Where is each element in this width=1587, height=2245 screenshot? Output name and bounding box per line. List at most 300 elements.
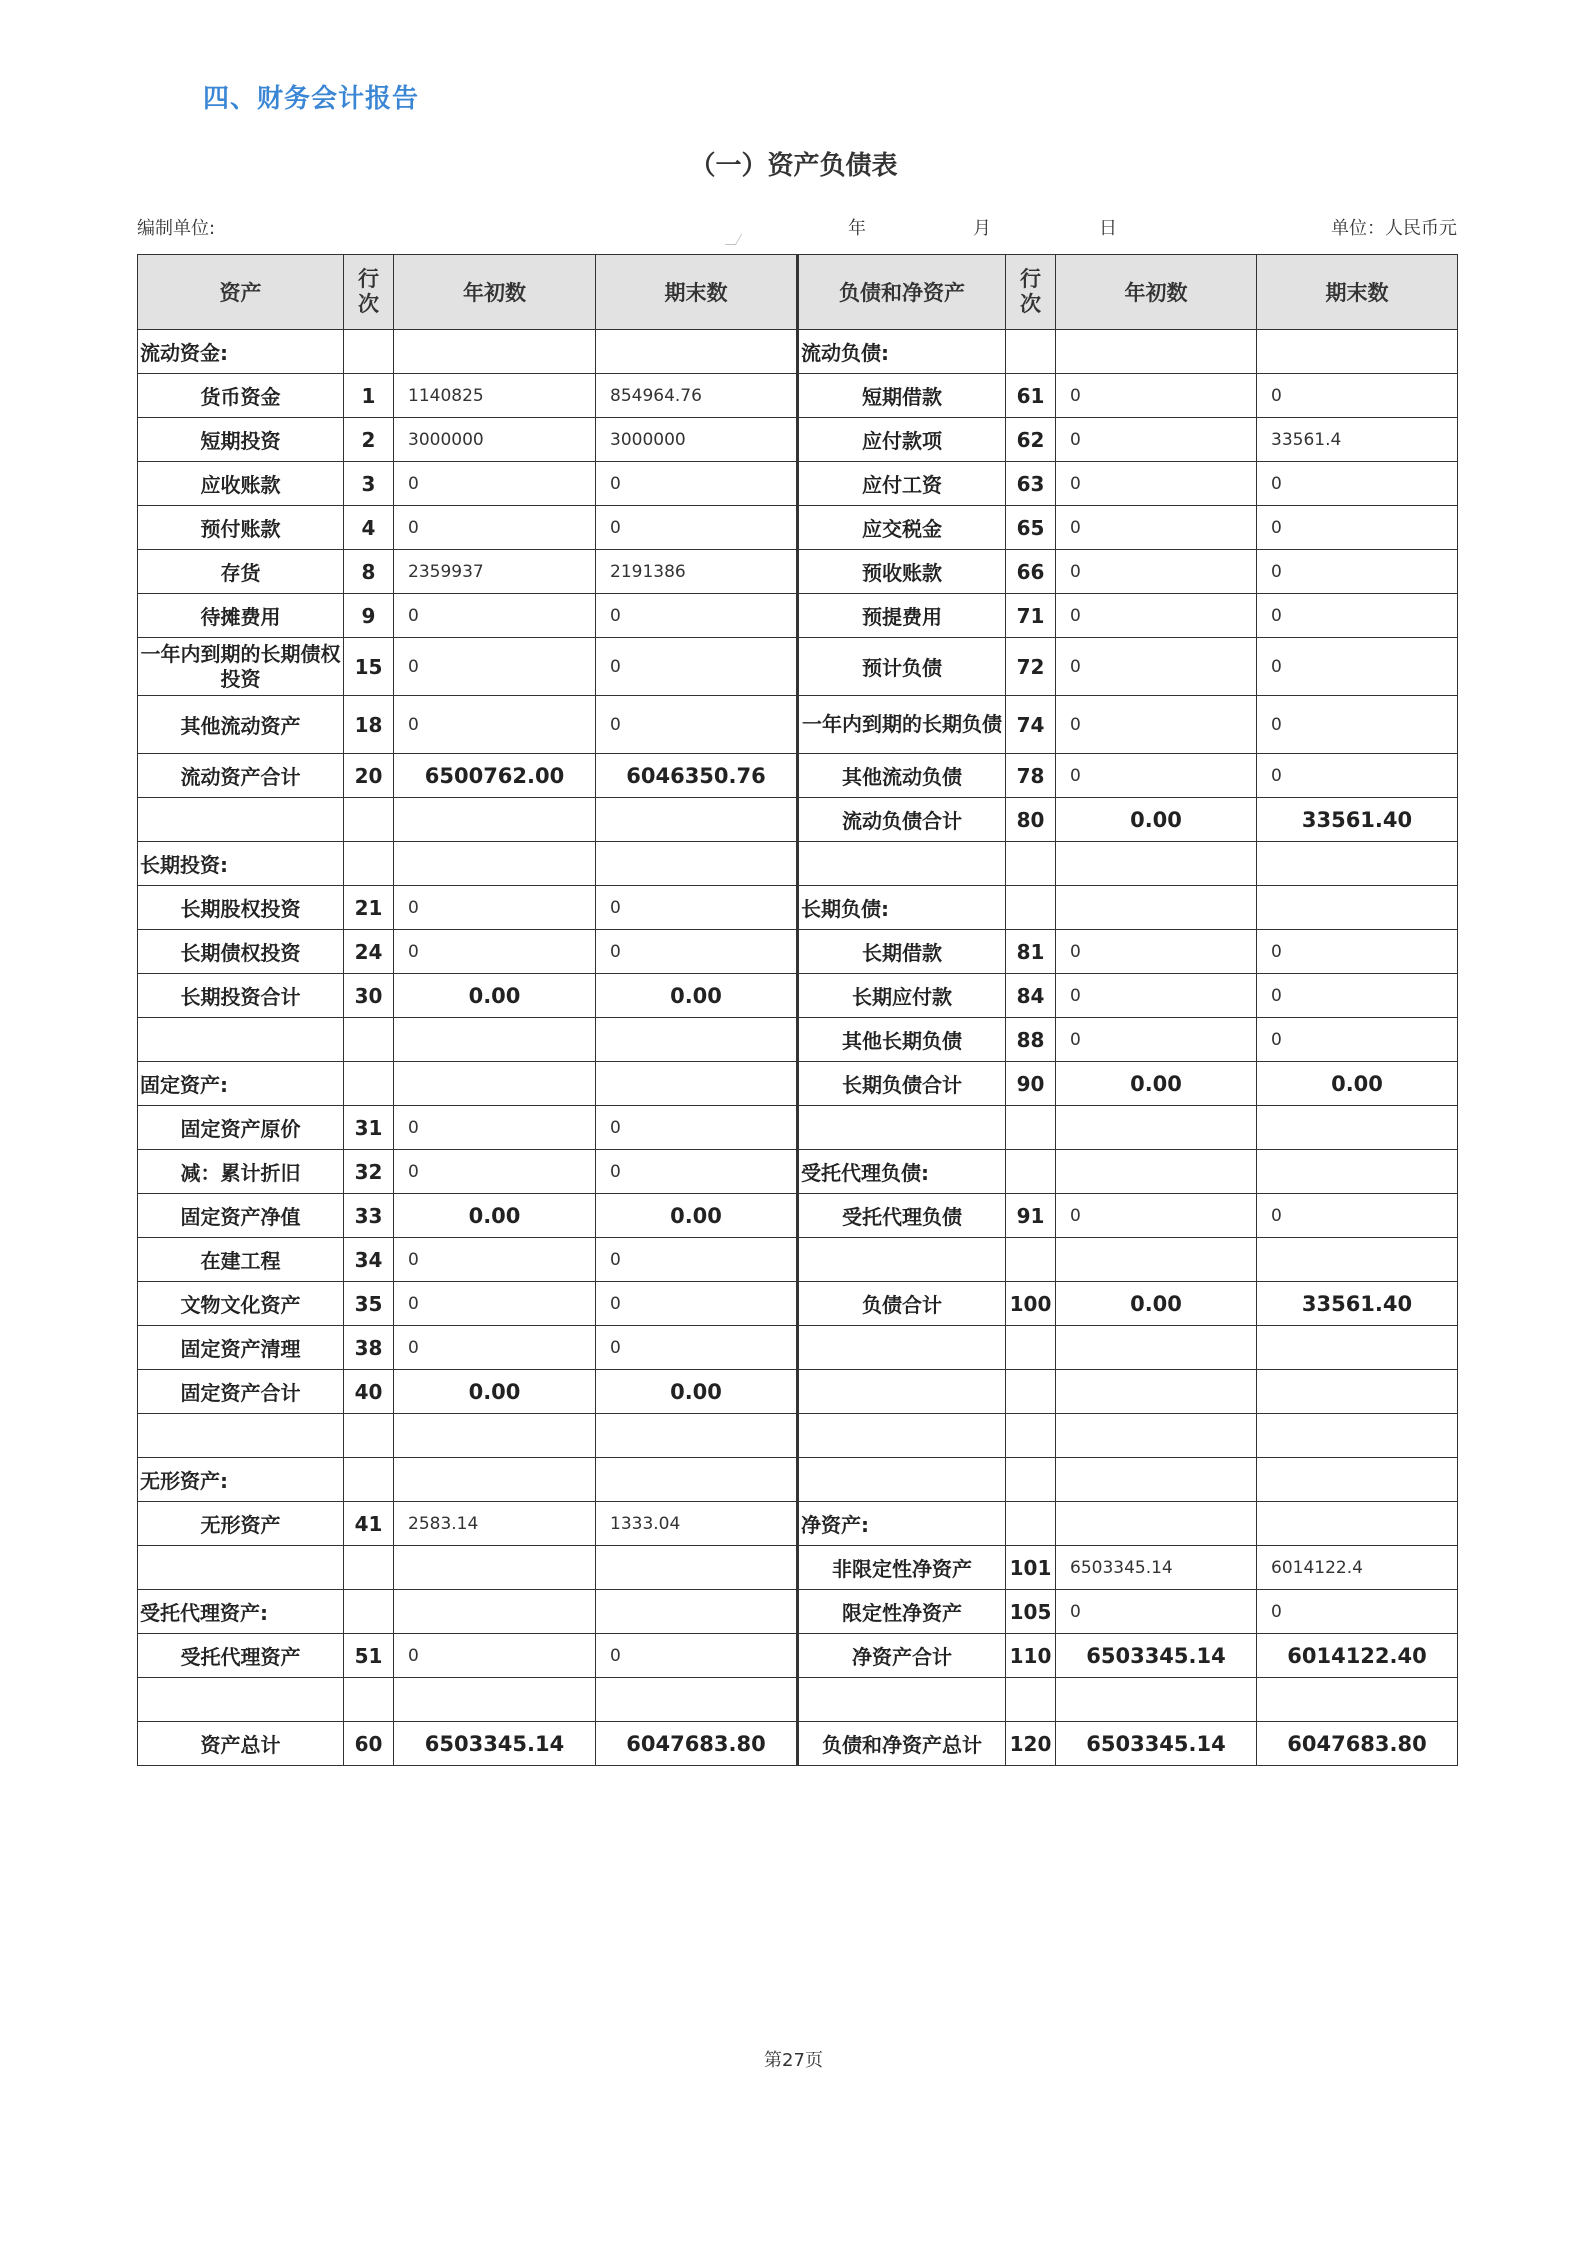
empty-cell	[596, 1018, 798, 1062]
empty-cell	[1006, 1678, 1056, 1722]
begin-cell	[394, 330, 596, 374]
empty-cell	[1257, 1678, 1458, 1722]
item-label: 受托代理资产	[138, 1634, 344, 1678]
empty-cell	[138, 1018, 344, 1062]
item-label: 其他流动资产	[138, 696, 344, 754]
empty-cell	[1056, 1414, 1257, 1458]
item-label: 一年内到期的长期债权投资	[138, 638, 344, 696]
end-value: 0	[1257, 638, 1458, 696]
table-row	[138, 1634, 1458, 1678]
line-no: 1	[344, 374, 394, 418]
empty-cell	[1006, 1458, 1056, 1502]
item-label: 预付账款	[138, 506, 344, 550]
section-title: 四、财务会计报告	[203, 84, 420, 114]
item-label: 应付款项	[798, 418, 1006, 462]
empty-cell	[394, 1546, 596, 1590]
empty-cell	[1056, 1458, 1257, 1502]
end-value: 6046350.76	[596, 754, 798, 798]
line-no-cell	[1006, 1502, 1056, 1546]
begin-cell	[1056, 1502, 1257, 1546]
item-label: 固定资产清理	[138, 1326, 344, 1370]
table-row	[138, 638, 1458, 696]
begin-value: 0	[394, 886, 596, 930]
total-label: 负债合计	[798, 1282, 1006, 1326]
begin-cell	[1056, 330, 1257, 374]
end-value: 0	[1257, 374, 1458, 418]
empty-cell	[138, 798, 344, 842]
table-row	[138, 462, 1458, 506]
item-label: 其他流动负债	[798, 754, 1006, 798]
empty-cell	[344, 798, 394, 842]
line-no: 21	[344, 886, 394, 930]
line-no-cell	[344, 1590, 394, 1634]
total-label: 流动负债合计	[798, 798, 1006, 842]
item-label: 预提费用	[798, 594, 1006, 638]
end-value: 0	[1257, 1018, 1458, 1062]
table-row	[138, 594, 1458, 638]
begin-value: 0	[394, 696, 596, 754]
line-no: 24	[344, 930, 394, 974]
line-no-cell	[1006, 886, 1056, 930]
end-cell	[596, 330, 798, 374]
total-label: 长期负债合计	[798, 1062, 1006, 1106]
end-value: 0	[1257, 974, 1458, 1018]
begin-cell	[394, 842, 596, 886]
end-value: 0	[596, 1326, 798, 1370]
empty-cell	[596, 1414, 798, 1458]
line-no-cell	[344, 842, 394, 886]
day-label: 日	[1099, 218, 1117, 239]
table-row	[138, 330, 1458, 374]
end-value: 0	[1257, 1194, 1458, 1238]
total-label: 负债和净资产总计	[798, 1722, 1006, 1766]
end-value: 0	[1257, 696, 1458, 754]
line-no: 4	[344, 506, 394, 550]
item-label: 货币资金	[138, 374, 344, 418]
item-label: 限定性净资产	[798, 1590, 1006, 1634]
begin-value: 0	[394, 638, 596, 696]
empty-cell	[1006, 842, 1056, 886]
empty-cell	[596, 1546, 798, 1590]
end-value: 6014122.40	[1257, 1634, 1458, 1678]
item-label: 应交税金	[798, 506, 1006, 550]
table-row	[138, 1722, 1458, 1766]
line-no: 61	[1006, 374, 1056, 418]
table-row	[138, 550, 1458, 594]
empty-cell	[1006, 1414, 1056, 1458]
begin-value: 0	[1056, 696, 1257, 754]
begin-value: 6503345.14	[1056, 1634, 1257, 1678]
item-label: 无形资产	[138, 1502, 344, 1546]
line-no: 88	[1006, 1018, 1056, 1062]
empty-cell	[138, 1678, 344, 1722]
begin-value: 0.00	[394, 1370, 596, 1414]
end-value: 0	[596, 1150, 798, 1194]
end-value: 0	[596, 696, 798, 754]
begin-cell	[394, 1590, 596, 1634]
total-label: 固定资产净值	[138, 1194, 344, 1238]
empty-cell	[1257, 1326, 1458, 1370]
line-no: 90	[1006, 1062, 1056, 1106]
end-value: 0	[1257, 930, 1458, 974]
line-no: 62	[1006, 418, 1056, 462]
end-value: 0	[596, 1106, 798, 1150]
table-row	[138, 930, 1458, 974]
empty-cell	[1056, 1326, 1257, 1370]
end-cell	[1257, 330, 1458, 374]
header-asset: 资产	[138, 255, 344, 330]
begin-value: 0	[1056, 418, 1257, 462]
line-no: 101	[1006, 1546, 1056, 1590]
begin-value: 0	[1056, 1194, 1257, 1238]
item-label: 一年内到期的长期负债	[798, 696, 1006, 754]
end-cell	[596, 1590, 798, 1634]
section-label: 无形资产:	[138, 1458, 344, 1502]
begin-value: 0	[1056, 506, 1257, 550]
line-no-cell	[1006, 1150, 1056, 1194]
item-label: 长期应付款	[798, 974, 1006, 1018]
line-no-cell	[344, 1062, 394, 1106]
begin-value: 0	[394, 930, 596, 974]
end-value: 6014122.4	[1257, 1546, 1458, 1590]
item-label: 待摊费用	[138, 594, 344, 638]
begin-cell	[394, 1458, 596, 1502]
begin-value: 0	[1056, 754, 1257, 798]
header-begin: 年初数	[1056, 255, 1257, 330]
line-no-cell	[344, 1458, 394, 1502]
page-number: 第27页	[764, 2050, 823, 2071]
empty-cell	[1257, 1238, 1458, 1282]
end-value: 0.00	[596, 1194, 798, 1238]
report-meta	[137, 214, 1457, 240]
table-row	[138, 754, 1458, 798]
header-liability: 负债和净资产	[798, 255, 1006, 330]
section-label: 受托代理负债:	[798, 1150, 1006, 1194]
end-value: 0	[1257, 462, 1458, 506]
table-row	[138, 1414, 1458, 1458]
section-label: 受托代理资产:	[138, 1590, 344, 1634]
end-value: 1333.04	[596, 1502, 798, 1546]
table-row	[138, 1194, 1458, 1238]
line-no: 31	[344, 1106, 394, 1150]
begin-value: 0	[394, 1326, 596, 1370]
item-label: 长期借款	[798, 930, 1006, 974]
end-value: 0.00	[1257, 1062, 1458, 1106]
begin-value: 0.00	[394, 1194, 596, 1238]
item-label: 应付工资	[798, 462, 1006, 506]
empty-cell	[798, 1678, 1006, 1722]
total-label: 净资产合计	[798, 1634, 1006, 1678]
line-no: 3	[344, 462, 394, 506]
table-row	[138, 1326, 1458, 1370]
begin-cell	[1056, 886, 1257, 930]
empty-cell	[394, 1018, 596, 1062]
section-label: 净资产:	[798, 1502, 1006, 1546]
empty-cell	[344, 1018, 394, 1062]
line-no: 2	[344, 418, 394, 462]
item-label: 受托代理负债	[798, 1194, 1006, 1238]
end-value: 6047683.80	[1257, 1722, 1458, 1766]
line-no: 91	[1006, 1194, 1056, 1238]
empty-cell	[798, 1238, 1006, 1282]
begin-value: 0	[1056, 550, 1257, 594]
begin-cell	[394, 1062, 596, 1106]
empty-cell	[798, 1370, 1006, 1414]
line-no: 35	[344, 1282, 394, 1326]
line-no: 65	[1006, 506, 1056, 550]
line-no: 60	[344, 1722, 394, 1766]
empty-cell	[1056, 1678, 1257, 1722]
begin-value: 0	[1056, 462, 1257, 506]
end-value: 6047683.80	[596, 1722, 798, 1766]
header-end: 期末数	[1257, 255, 1458, 330]
table-row	[138, 1282, 1458, 1326]
end-value: 0	[596, 506, 798, 550]
end-value: 0	[596, 638, 798, 696]
table-row	[138, 798, 1458, 842]
line-no: 30	[344, 974, 394, 1018]
end-value: 0	[596, 930, 798, 974]
begin-value: 0	[394, 1238, 596, 1282]
end-cell	[596, 1458, 798, 1502]
table-row	[138, 1238, 1458, 1282]
line-no: 15	[344, 638, 394, 696]
table-row	[138, 1370, 1458, 1414]
line-no: 41	[344, 1502, 394, 1546]
empty-cell	[596, 798, 798, 842]
empty-cell	[1056, 1370, 1257, 1414]
end-value: 2191386	[596, 550, 798, 594]
empty-cell	[798, 842, 1006, 886]
item-label: 固定资产原价	[138, 1106, 344, 1150]
end-value: 0	[596, 886, 798, 930]
begin-value: 0	[1056, 1590, 1257, 1634]
balance-sheet-table	[137, 254, 1458, 1766]
line-no: 72	[1006, 638, 1056, 696]
begin-value: 0	[1056, 930, 1257, 974]
item-label: 文物文化资产	[138, 1282, 344, 1326]
line-no: 74	[1006, 696, 1056, 754]
empty-cell	[798, 1326, 1006, 1370]
end-cell	[596, 1062, 798, 1106]
begin-cell	[1056, 1150, 1257, 1194]
header-end: 期末数	[596, 255, 798, 330]
end-value: 854964.76	[596, 374, 798, 418]
line-no: 38	[344, 1326, 394, 1370]
begin-value: 0	[1056, 1018, 1257, 1062]
empty-cell	[1056, 1106, 1257, 1150]
empty-cell	[344, 1678, 394, 1722]
empty-cell	[1056, 842, 1257, 886]
table-row	[138, 1018, 1458, 1062]
begin-value: 0	[394, 506, 596, 550]
line-no: 40	[344, 1370, 394, 1414]
begin-value: 0	[1056, 594, 1257, 638]
line-no-cell	[344, 330, 394, 374]
end-value: 0	[1257, 506, 1458, 550]
end-value: 33561.40	[1257, 1282, 1458, 1326]
begin-value: 0	[394, 1282, 596, 1326]
empty-cell	[138, 1414, 344, 1458]
end-value: 33561.4	[1257, 418, 1458, 462]
empty-cell	[1257, 1458, 1458, 1502]
table-row	[138, 1150, 1458, 1194]
end-value: 0.00	[596, 1370, 798, 1414]
empty-cell	[394, 1678, 596, 1722]
table-row	[138, 842, 1458, 886]
table-header-row	[138, 255, 1458, 330]
line-no: 120	[1006, 1722, 1056, 1766]
begin-value: 0.00	[394, 974, 596, 1018]
item-label: 长期债权投资	[138, 930, 344, 974]
empty-cell	[798, 1458, 1006, 1502]
table-row	[138, 1062, 1458, 1106]
empty-cell	[1006, 1106, 1056, 1150]
end-cell	[1257, 886, 1458, 930]
line-no: 32	[344, 1150, 394, 1194]
table-row	[138, 374, 1458, 418]
line-no: 33	[344, 1194, 394, 1238]
table-row	[138, 1458, 1458, 1502]
end-value: 0	[596, 1282, 798, 1326]
section-label: 流动负债:	[798, 330, 1006, 374]
empty-cell	[1006, 1238, 1056, 1282]
section-label: 固定资产:	[138, 1062, 344, 1106]
table-title: （一）资产负债表	[689, 151, 898, 181]
empty-cell	[596, 1678, 798, 1722]
line-no: 20	[344, 754, 394, 798]
table-row	[138, 1546, 1458, 1590]
table-row	[138, 1502, 1458, 1546]
empty-cell	[344, 1414, 394, 1458]
end-value: 0	[596, 1634, 798, 1678]
end-value: 3000000	[596, 418, 798, 462]
line-no: 8	[344, 550, 394, 594]
end-value: 0	[596, 594, 798, 638]
begin-value: 0	[394, 1150, 596, 1194]
table-row	[138, 1590, 1458, 1634]
empty-cell	[344, 1546, 394, 1590]
begin-value: 6503345.14	[1056, 1546, 1257, 1590]
end-value: 0	[1257, 550, 1458, 594]
begin-value: 6500762.00	[394, 754, 596, 798]
end-value: 0	[1257, 754, 1458, 798]
section-label: 流动资金:	[138, 330, 344, 374]
end-cell	[1257, 1150, 1458, 1194]
line-no: 81	[1006, 930, 1056, 974]
end-value: 33561.40	[1257, 798, 1458, 842]
begin-value: 2359937	[394, 550, 596, 594]
table-row	[138, 974, 1458, 1018]
item-label: 预收账款	[798, 550, 1006, 594]
unit-label: 单位：人民币元	[1331, 218, 1457, 239]
item-label: 短期借款	[798, 374, 1006, 418]
line-no: 9	[344, 594, 394, 638]
item-label: 其他长期负债	[798, 1018, 1006, 1062]
line-no-cell	[1006, 330, 1056, 374]
header-line-no: 行 次	[344, 255, 394, 330]
begin-value: 6503345.14	[1056, 1722, 1257, 1766]
total-label: 长期投资合计	[138, 974, 344, 1018]
empty-cell	[1006, 1326, 1056, 1370]
empty-cell	[1257, 1106, 1458, 1150]
table-row	[138, 1678, 1458, 1722]
section-label: 长期投资:	[138, 842, 344, 886]
header-begin: 年初数	[394, 255, 596, 330]
line-no: 100	[1006, 1282, 1056, 1326]
empty-cell	[1257, 1414, 1458, 1458]
begin-value: 0.00	[1056, 798, 1257, 842]
begin-value: 0	[394, 1634, 596, 1678]
begin-value: 0	[394, 594, 596, 638]
begin-value: 0	[1056, 638, 1257, 696]
month-label: 月	[973, 218, 991, 239]
org-label: 编制单位:	[137, 218, 216, 239]
item-label: 存货	[138, 550, 344, 594]
begin-value: 6503345.14	[394, 1722, 596, 1766]
empty-cell	[1257, 842, 1458, 886]
line-no: 71	[1006, 594, 1056, 638]
empty-cell	[798, 1414, 1006, 1458]
begin-value: 0	[1056, 374, 1257, 418]
end-value: 0	[1257, 1590, 1458, 1634]
line-no: 80	[1006, 798, 1056, 842]
item-label: 非限定性净资产	[798, 1546, 1006, 1590]
line-no: 78	[1006, 754, 1056, 798]
section-label: 长期负债:	[798, 886, 1006, 930]
line-no: 105	[1006, 1590, 1056, 1634]
begin-value: 0	[394, 462, 596, 506]
total-label: 流动资产合计	[138, 754, 344, 798]
table-row	[138, 886, 1458, 930]
end-value: 0	[596, 462, 798, 506]
end-value: 0	[1257, 594, 1458, 638]
total-label: 资产总计	[138, 1722, 344, 1766]
line-no: 110	[1006, 1634, 1056, 1678]
total-label: 固定资产合计	[138, 1370, 344, 1414]
year-label: 年	[848, 218, 866, 239]
empty-cell	[394, 1414, 596, 1458]
item-label: 减：累计折旧	[138, 1150, 344, 1194]
item-label: 长期股权投资	[138, 886, 344, 930]
table-row	[138, 696, 1458, 754]
begin-value: 0	[394, 1106, 596, 1150]
begin-value: 0.00	[1056, 1062, 1257, 1106]
empty-cell	[394, 798, 596, 842]
line-no: 66	[1006, 550, 1056, 594]
begin-value: 0.00	[1056, 1282, 1257, 1326]
begin-value: 3000000	[394, 418, 596, 462]
item-label: 应收账款	[138, 462, 344, 506]
item-label: 预计负债	[798, 638, 1006, 696]
end-cell	[1257, 1502, 1458, 1546]
table-row	[138, 1106, 1458, 1150]
end-value: 0.00	[596, 974, 798, 1018]
line-no: 34	[344, 1238, 394, 1282]
empty-cell	[1257, 1370, 1458, 1414]
end-cell	[596, 842, 798, 886]
header-line-no: 行 次	[1006, 255, 1056, 330]
begin-value: 2583.14	[394, 1502, 596, 1546]
begin-value: 1140825	[394, 374, 596, 418]
line-no: 18	[344, 696, 394, 754]
empty-cell	[1056, 1238, 1257, 1282]
table-row	[138, 506, 1458, 550]
empty-cell	[138, 1546, 344, 1590]
end-value: 0	[596, 1238, 798, 1282]
line-no: 63	[1006, 462, 1056, 506]
item-label: 短期投资	[138, 418, 344, 462]
